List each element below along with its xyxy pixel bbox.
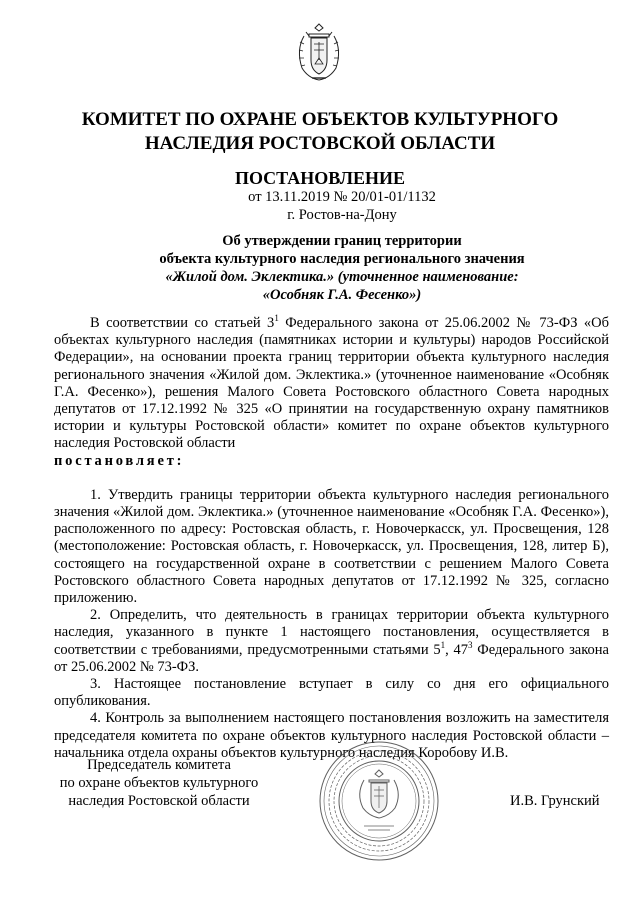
preamble-text-a: В соответствии со статьей 3	[90, 315, 275, 331]
item-1: 1. Утвердить границы территории объекта культурного наследия регионального значения «Жилой дом. Эклектика.» (уточненное наименование «Особняк Г.А. Фесенко»), расположенного по адресу: Ростовская область, г. Новочеркасск, ул. Просвещения, 128 (местоположение: Ростовская область, г. Новочеркасск, ул. Просвещения, 128, литер Б), состоящего на государственной охране в соответствии с решением Малого Совета Ростовского областного Совета народных депутатов от 17.12.1992 № 325, согласно приложению.	[54, 486, 609, 607]
subject-line2: объекта культурного наследия регионального значения	[159, 251, 525, 267]
item-2-text-a: 2. Определить, что деятельность в границах территории объекта культурного наследия, указанного в пункте 1 настоящего постановления, осуществляется в соответствии с требованиями, предусмотренными статьями 5	[54, 607, 609, 658]
resolves-line	[54, 453, 609, 470]
signatory-name: И.В. Грунский	[510, 793, 600, 809]
signatory-position-line1: Председатель комитета	[87, 757, 231, 773]
resolves-word: постановляет:	[54, 452, 185, 469]
subject-line4	[22, 286, 640, 304]
preamble-paragraph	[54, 315, 609, 453]
official-round-seal-icon	[318, 740, 440, 862]
preamble-superscript: 1	[274, 313, 279, 324]
signatory-position-line2: по охране объектов культурного	[59, 775, 259, 791]
paragraph-gap	[54, 470, 609, 487]
item-3: 3. Настоящее постановление вступает в силу со дня его официального опубликования.	[54, 676, 609, 710]
preamble-text-b: Федерального закона от 25.06.2002 № 73-ФЗ «Об объектах культурного наследия (памятниках истории и культуры) народов Российской Федерации», на основании проекта границ территории объекта культурного наследия регионального значения «Жилой дом. Эклектика.» (уточненное наименование «Особняк Г.А. Фесенко»), решения Малого Совета Ростовского областного Совета народных депутатов от 17.12.1992 № 325 «О принятии на государственную охрану памятников истории и культуры Ростовской области» комитет по охране объектов культурного наследия Ростовской области	[54, 315, 609, 452]
subject-line4-text: «Особняк Г.А. Фесенко»)	[262, 287, 422, 303]
item-2-text-c: Федерального закона от 25.06.2002 № 73-ФЗ.	[54, 641, 609, 675]
organization-name-line2: НАСЛЕДИЯ РОСТОВСКОЙ ОБЛАСТИ	[144, 133, 496, 154]
item-4: 4. Контроль за выполнением настоящего постановления возложить на заместителя председателя комитета по охране объектов культурного наследия Ростовской области – начальника отдела охраны объектов культурного наследия Коробову И.В.	[54, 710, 609, 761]
subject-line3	[22, 268, 640, 286]
item-2	[54, 607, 609, 676]
document-body	[54, 315, 609, 762]
subject-line1: Об утверждении границ территории	[222, 233, 462, 249]
item-2-superscript-2: 3	[468, 639, 473, 650]
rostov-region-coat-of-arms-icon	[294, 22, 344, 84]
document-place: г. Ростов-на-Дону	[287, 207, 397, 223]
document-type: ПОСТАНОВЛЕНИЕ	[234, 168, 406, 188]
item-2-superscript-1: 1	[440, 639, 446, 650]
subject-line3-text: «Жилой дом. Эклектика.» (уточненное наименование:	[165, 269, 519, 285]
item-2-text-b: , 47	[445, 641, 469, 658]
document-date-number: от 13.11.2019 № 20/01-01/1132	[248, 189, 436, 205]
signatory-position-line3: наследия Ростовской области	[68, 793, 250, 809]
organization-name-line1: КОМИТЕТ ПО ОХРАНЕ ОБЪЕКТОВ КУЛЬТУРНОГО	[81, 109, 559, 130]
